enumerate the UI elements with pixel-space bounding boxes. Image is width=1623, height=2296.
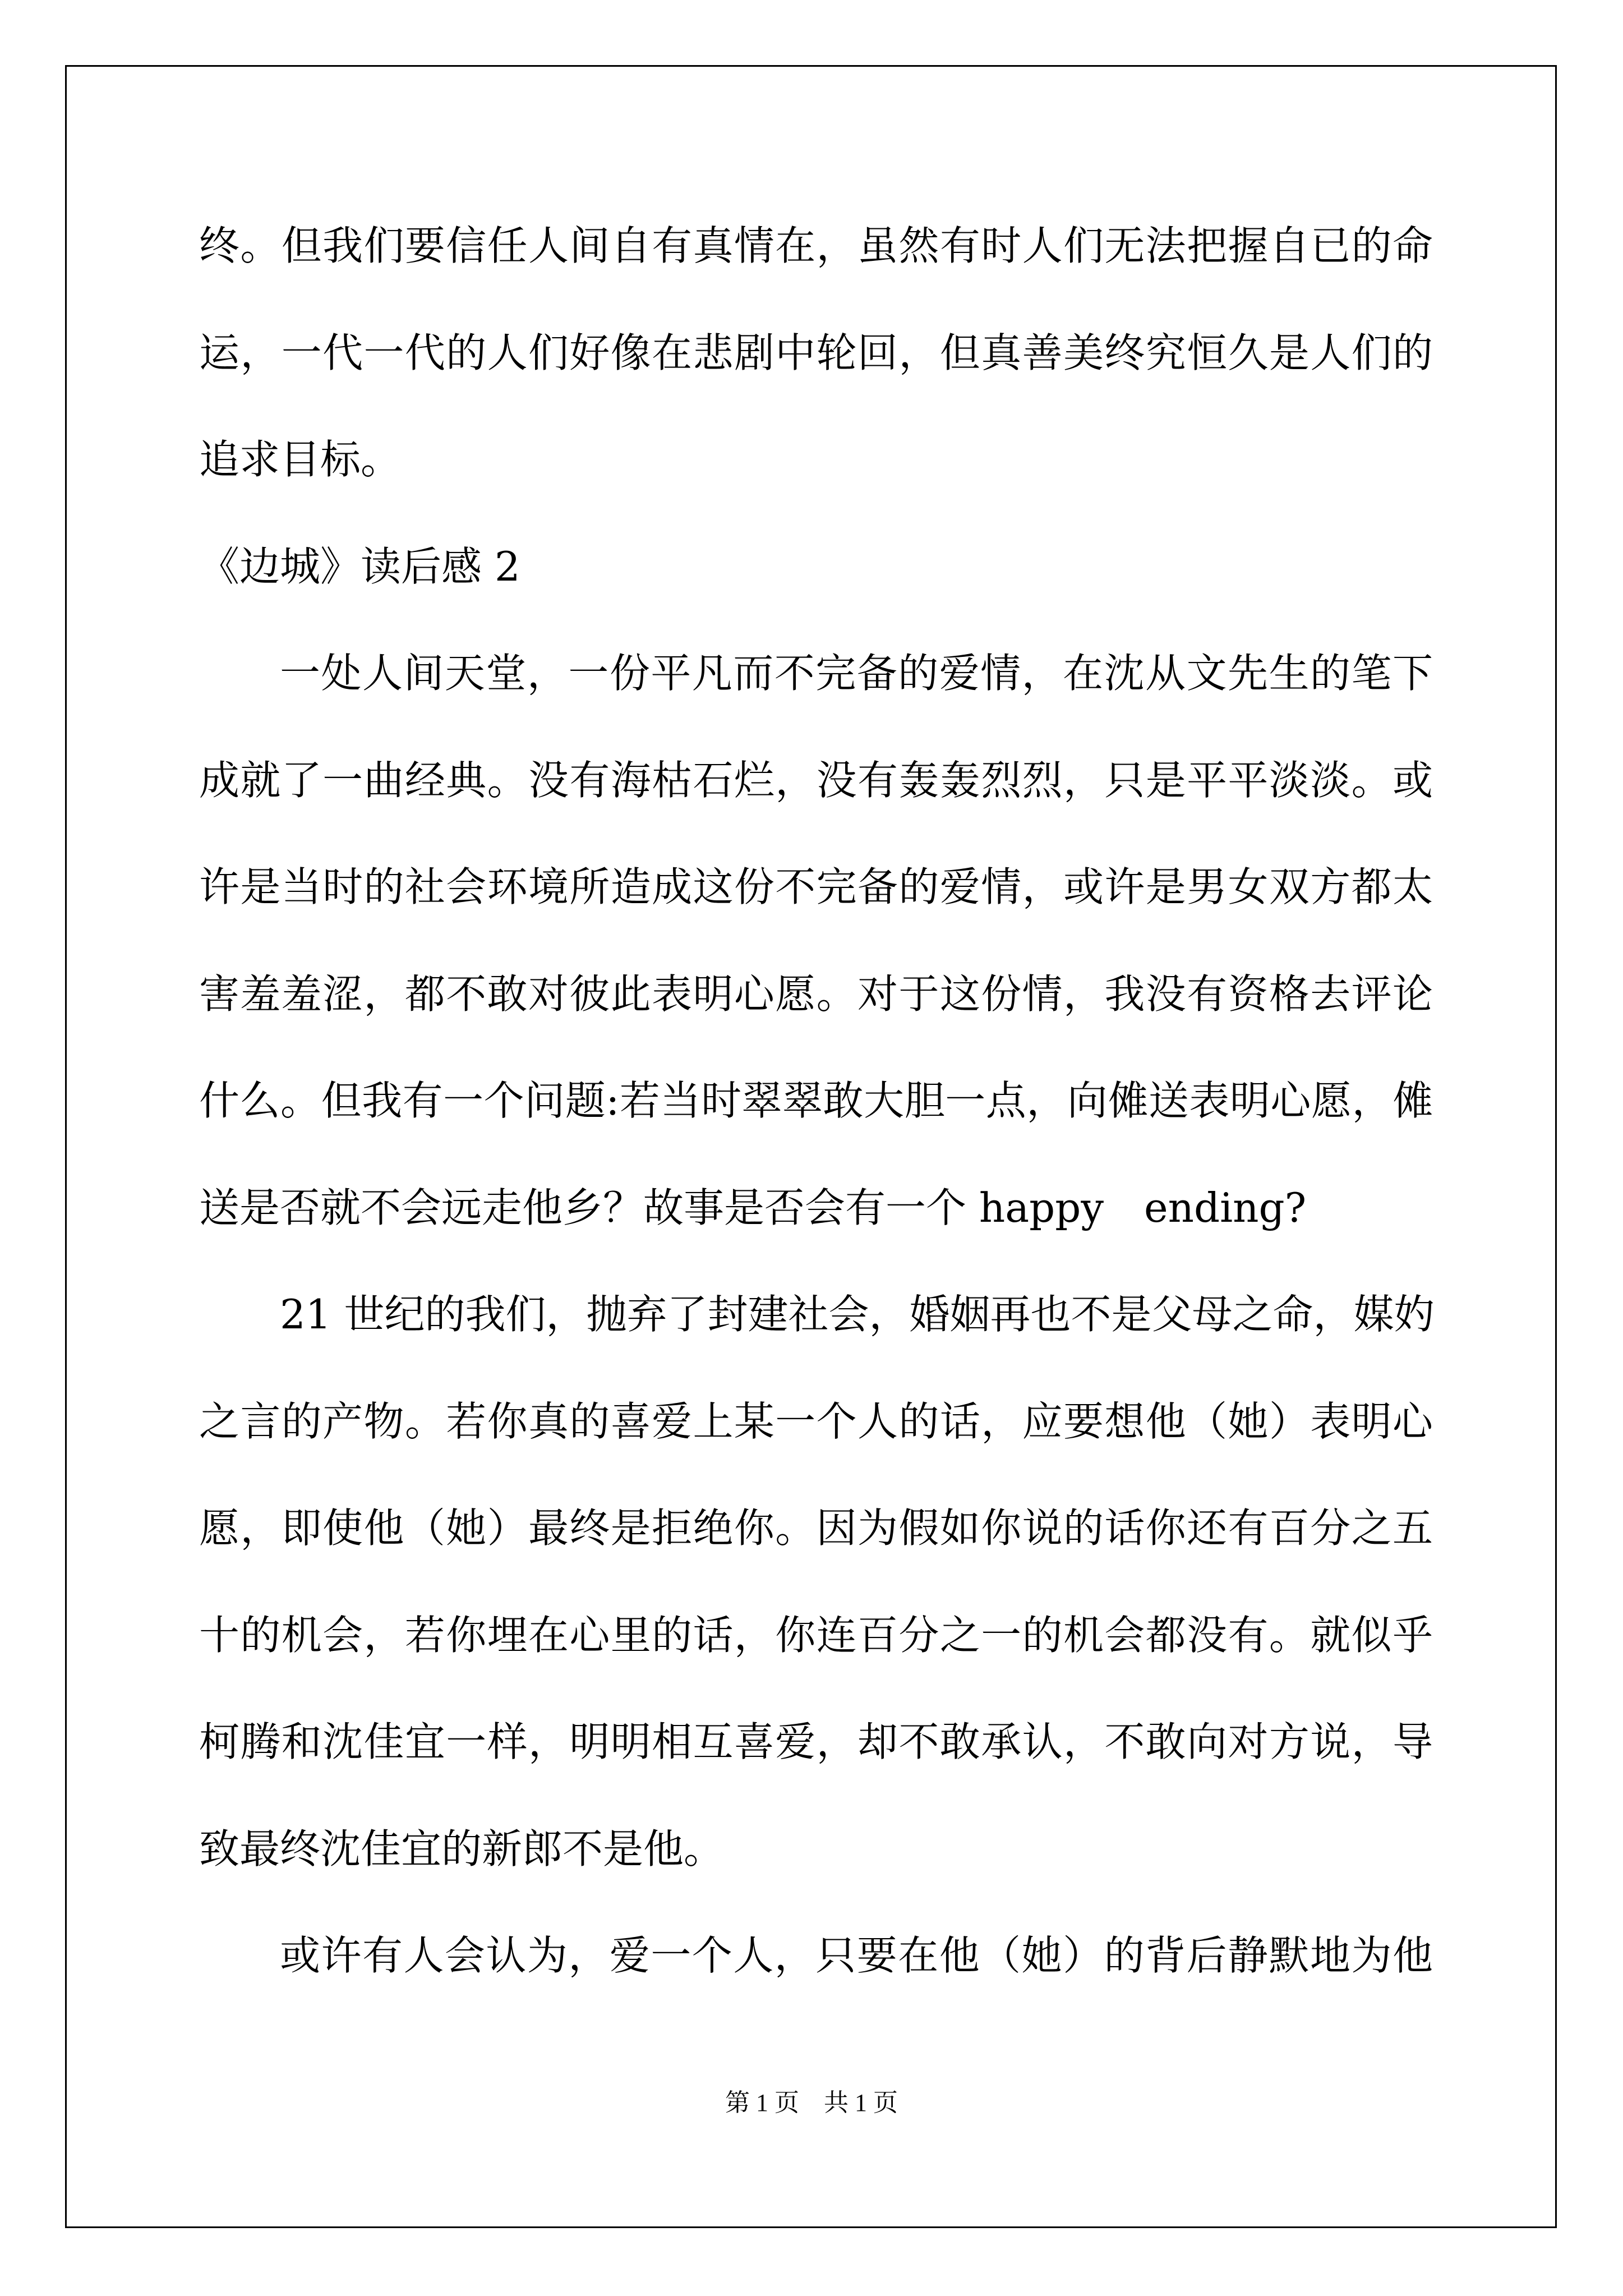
text-line: 柯腾和沈佳宜一样，明明相互喜爱，却不敢承认，不敢向对方说，导 — [199, 1718, 1433, 1765]
text-line: 终。但我们要信任人间自有真情在，虽然有时人们无法把握自已的命 — [199, 222, 1433, 269]
text-line: 送是否就不会远走他乡？故事是否会有一个 happy ending? — [199, 1184, 1307, 1231]
text-line: 运，一代一代的人们好像在悲剧中轮回，但真善美终究恒久是人们的 — [199, 329, 1433, 376]
paragraph-first-line: 或许有人会认为，爱一个人，只要在他（她）的背后静默地为他 — [280, 1932, 1433, 1979]
text-line: 追求目标。 — [199, 436, 402, 483]
section-heading: 《边城》读后感 2 — [199, 543, 520, 590]
page-number-footer: 第 1 页 共 1 页 — [725, 2089, 898, 2116]
text-line: 许是当时的社会环境所造成这份不完备的爱情，或许是男女双方都太 — [199, 863, 1433, 910]
text-line: 致最终沈佳宜的新郎不是他。 — [199, 1825, 725, 1872]
paragraph-first-line: 21 世纪的我们，抛弃了封建社会，婚姻再也不是父母之命，媒妁 — [280, 1291, 1435, 1338]
text-line: 之言的产物。若你真的喜爱上某一个人的话，应要想他（她）表明心 — [199, 1398, 1433, 1445]
text-line: 成就了一曲经典。没有海枯石烂，没有轰轰烈烈，只是平平淡淡。或 — [199, 757, 1433, 804]
text-line: 十的机会，若你埋在心里的话，你连百分之一的机会都没有。就似乎 — [199, 1612, 1433, 1659]
text-line: 害羞羞涩，都不敢对彼此表明心愿。对于这份情，我没有资格去评论 — [199, 970, 1433, 1018]
page-border — [65, 65, 1557, 2228]
paragraph-first-line: 一处人间天堂，一份平凡而不完备的爱情，在沈从文先生的笔下 — [280, 650, 1433, 697]
text-line: 什么。但我有一个问题:若当时翠翠敢大胆一点，向傩送表明心愿，傩 — [199, 1077, 1433, 1124]
text-line: 愿，即使他（她）最终是拒绝你。因为假如你说的话你还有百分之五 — [199, 1504, 1433, 1552]
